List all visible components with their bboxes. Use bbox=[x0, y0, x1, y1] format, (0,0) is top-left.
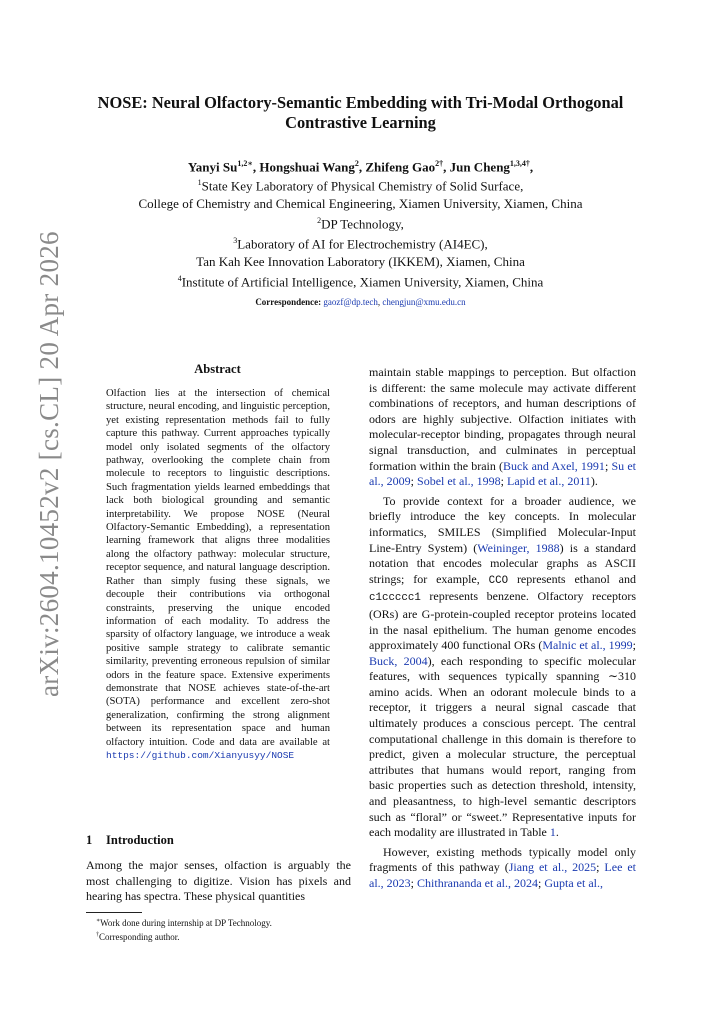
citation-link[interactable]: Jiang et al., 2025 bbox=[508, 860, 597, 875]
title-line-1: NOSE: Neural Olfactory-Semantic Embedding with Tri-Modal Orthogonal bbox=[97, 93, 624, 112]
citation-link[interactable]: Chithrananda et al., 2024 bbox=[417, 876, 538, 890]
inline-code: c1ccccc1 bbox=[369, 592, 421, 605]
footnote-text: Corresponding author. bbox=[99, 932, 180, 942]
paragraph bbox=[369, 494, 636, 841]
abstract-text: Olfaction lies at the intersection of chemical structure, neural encoding, and linguistic perception, yet existing representation methods fail to fully capture this pathway. Current approaches typically model only isolated segments of the olfactory pathway, overlooking the complete chain from molecule to receptors to linguistic descriptions. Such fragmentation yields learned embeddings that lack both biological grounding and semantic interpretability. We propose NOSE (Neural Olfactory-Semantic Embedding), a representation learning framework that aligns three modalities along the olfactory pathway: molecular structure, receptor sequence, and natural language description. Rather than simply fusing these signals, we decouple their contributions via orthogonal constraints, preserving the unique encoded information of each modality. To address the sparsity of olfactory language, we introduce a weak positive sample strategy to calibrate semantic similarity, preventing erroneous repulsion of similar odors in the feature space. Extensive experiments demonstrate that NOSE achieves state-of-the-art (SOTA) performance and excellent zero-shot generalization, confirming the strong alignment between its representation space and human olfactory intuition. Code and data are available at bbox=[106, 388, 330, 748]
paper-title bbox=[0, 93, 721, 133]
text: To provide context for a broader audience, we briefly introduce the key concepts. In molecular informatics, SMILES (Simplified Molecular-Input Line-Entry System) ( bbox=[369, 493, 636, 555]
text: ), each responding to specific molecular features, with sequences typically spanning ∼310 amino acids. When an odorant molecule binds to a receptor, it triggers a neural signal cascade that ultimately produces a conscious percept. The central computational challenge in this domain is therefore to predict, given a molecular structure, the perceptual attributes that humans would report, ranging from basic properties such as detection threshold, intensity, and pleasantness, to high-level semantic descriptors such as “floral” or “sweet.” Representative inputs for each modality are illustrated in Table bbox=[369, 653, 636, 840]
citation-link[interactable]: Weininger, 1988 bbox=[477, 540, 560, 555]
affiliation-1-cont: College of Chemistry and Chemical Engineering, Xiamen University, Xiamen, China bbox=[138, 195, 583, 211]
author-affil-mark: 2 bbox=[354, 159, 359, 168]
author-name: Zhifeng Gao bbox=[365, 159, 436, 175]
author-affil-mark: 1,2∗ bbox=[237, 159, 253, 168]
text: . bbox=[555, 825, 559, 840]
footnote-mark: ∗ bbox=[96, 918, 101, 924]
section-title: Introduction bbox=[106, 833, 174, 847]
separator: ; bbox=[604, 458, 612, 473]
code-url-link[interactable]: https://github.com/Xianyusyy/NOSE bbox=[106, 749, 295, 761]
separator: ; bbox=[596, 860, 605, 875]
correspondence-label: Correspondence: bbox=[255, 297, 322, 307]
author-name: Yanyi Su bbox=[187, 159, 238, 175]
table-ref-link[interactable]: 1 bbox=[549, 825, 556, 840]
footnote-text: Work done during internship at DP Technology. bbox=[100, 918, 272, 928]
abstract-body bbox=[106, 387, 330, 762]
separator: ; bbox=[410, 876, 418, 890]
text: ). bbox=[590, 474, 598, 489]
email-link[interactable]: chengjun@xmu.edu.cn bbox=[382, 297, 466, 307]
paragraph bbox=[369, 845, 636, 892]
affiliation-2 bbox=[0, 212, 721, 233]
citation-link[interactable]: Su et al., 2009 bbox=[369, 458, 636, 489]
affiliation-3-cont: Tan Kah Kee Innovation Laboratory (IKKEM), Xiamen, China bbox=[196, 253, 525, 269]
affiliation-4 bbox=[0, 270, 721, 291]
inline-code: CCO bbox=[488, 574, 509, 587]
affil-text: State Key Laboratory of Physical Chemistry of Solid Surface, bbox=[201, 178, 524, 194]
arxiv-identifier-stamp: arXiv:2604.10452v2 [cs.CL] 20 Apr 2026 bbox=[34, 231, 64, 697]
paragraph bbox=[369, 365, 636, 490]
affil-mark: 4 bbox=[177, 274, 182, 283]
citation-link[interactable]: Lapid et al., 2011 bbox=[507, 474, 591, 489]
affil-text: Institute of Artificial Intelligence, Xiamen University, Xiamen, China bbox=[181, 274, 544, 290]
affil-text: DP Technology, bbox=[321, 216, 404, 232]
footnote-mark: † bbox=[96, 932, 99, 938]
correspondence-line: Correspondence: gaozf@dp.tech, chengjun@xmu.edu.cn bbox=[255, 297, 466, 307]
abstract-heading: Abstract bbox=[194, 362, 241, 376]
author-affil-mark: 1,3,4† bbox=[509, 159, 530, 168]
citation-link[interactable]: Buck, 2004 bbox=[369, 653, 428, 668]
author-affil-mark: 2† bbox=[435, 159, 444, 168]
affil-mark: 1 bbox=[197, 178, 202, 187]
citation-link[interactable]: Lee et al., 2023 bbox=[369, 860, 636, 890]
footnotes bbox=[86, 915, 356, 943]
affil-mark: 3 bbox=[233, 236, 238, 246]
footnote-2 bbox=[86, 929, 356, 943]
text: ) is a standard notation that encodes molecular graphs as ASCII strings; for example, bbox=[369, 540, 637, 586]
citation-link[interactable]: Gupta et al., bbox=[544, 876, 603, 890]
affiliation-1 bbox=[0, 174, 721, 195]
text: represents ethanol and bbox=[508, 571, 636, 586]
email-link[interactable]: gaozf@dp.tech bbox=[323, 297, 378, 307]
separator: ; bbox=[632, 638, 637, 653]
footnote-divider bbox=[86, 912, 142, 913]
separator: ; bbox=[500, 474, 508, 489]
text: However, existing methods typically model only fragments of this pathway ( bbox=[369, 844, 636, 875]
text: represents benzene. Olfactory receptors (ORs) are G-protein-coupled receptor proteins located in the nasal epithelium. The human genome encodes approximately 400 functional ORs ( bbox=[369, 589, 636, 653]
author-list: Yanyi $Su^{1,2∗}$, Hongshuai Wang$^2$, Zhifeng Gao$^{2\dagger}$, Jun Cheng$^{1,3,4\dagger}$, bbox=[187, 159, 534, 175]
affiliation-3 bbox=[0, 232, 721, 253]
affil-mark: 2 bbox=[317, 215, 322, 225]
right-column bbox=[369, 365, 636, 892]
citation-link[interactable]: Sobel et al., 1998 bbox=[417, 474, 501, 489]
title-line-2: Contrastive Learning bbox=[285, 113, 436, 132]
separator: ; bbox=[410, 474, 418, 489]
citation-link[interactable]: Buck and Axel, 1991 bbox=[503, 458, 605, 473]
footnote-1 bbox=[86, 915, 356, 929]
affil-text: Laboratory of AI for Electrochemistry (AI4EC), bbox=[237, 236, 488, 252]
affiliation-list bbox=[0, 174, 721, 291]
author-name: Jun Cheng bbox=[449, 159, 510, 175]
text: maintain stable mappings to perception. But olfaction is different: the same molecule may activate different combinations of receptors, and human descriptions of odors are highly subjective. Olfaction initiates with molecular-receptor binding, propagates through neural signal transduction, and culminates in perceptual formation within the brain ( bbox=[369, 365, 636, 473]
author-name: Hongshuai Wang bbox=[259, 159, 355, 175]
section-heading bbox=[86, 833, 174, 848]
intro-paragraph: Among the major senses, olfaction is arguably the most challenging to digitize. Vision has pixels and hearing has spectra. These physical quantities bbox=[86, 858, 351, 904]
separator: ; bbox=[537, 876, 545, 890]
section-number: 1 bbox=[86, 833, 93, 847]
citation-link[interactable]: Malnic et al., 1999 bbox=[542, 638, 633, 653]
